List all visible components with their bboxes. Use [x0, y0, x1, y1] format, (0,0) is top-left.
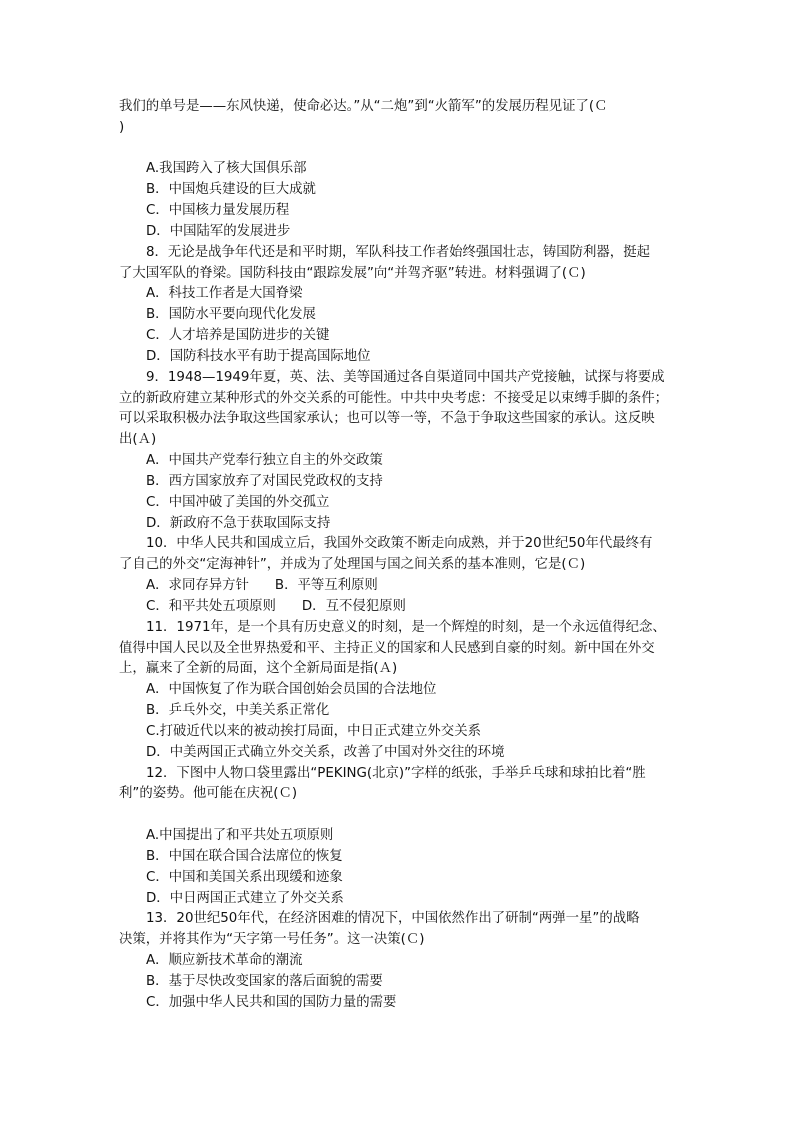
- q7-option-c: C．中国核力量发展历程: [146, 203, 290, 218]
- q12-option-a: A.中国提出了和平共处五项原则: [146, 828, 334, 843]
- q9-stem-line4: 出(Ａ): [119, 432, 157, 447]
- q13-option-a: A．顺应新技术革命的潮流: [146, 953, 303, 968]
- q7-intro-line1: 我们的单号是——东风快递，使命必达。”从“二炮”到“火箭军”的发展历程见证了(Ｃ: [119, 99, 608, 114]
- q11-option-d: D．中美两国正式确立外交关系，改善了中国对外交往的环境: [146, 745, 505, 760]
- q9-option-a: A．中国共产党奉行独立自主的外交政策: [146, 453, 383, 468]
- q11-option-b: B．乒乓外交，中美关系正常化: [146, 703, 330, 718]
- q13-option-b: B．基于尽快改变国家的落后面貌的需要: [146, 974, 383, 989]
- q11-stem-line3: 上，赢来了全新的局面，这个全新局面是指(Ａ): [119, 661, 398, 676]
- q13-stem-line2: 决策，并将其作为“天字第一号任务”。这一决策(Ｃ): [119, 932, 425, 947]
- q10-option-d: D．互不侵犯原则: [301, 599, 406, 614]
- q11-option-a: A．中国恢复了作为联合国创始会员国的合法地位: [146, 682, 437, 697]
- q9-option-c: C．中国冲破了美国的外交孤立: [146, 495, 330, 510]
- q7-option-d: D．中国陆军的发展进步: [146, 224, 291, 239]
- q13-stem-line1: 13．20世纪50年代，在经济困难的情况下，中国依然作出了研制“两弹一星”的战略: [146, 911, 640, 926]
- q9-stem-line1: 9．1948—1949年夏，英、法、美等国通过各自渠道同中国共产党接触，试探与将要成: [146, 370, 665, 385]
- q11-stem-line2: 值得中国人民以及全世界热爱和平、主持正义的国家和人民感到自豪的时刻。新中国在外交: [119, 641, 655, 656]
- q13-option-c: C．加强中华人民共和国的国防力量的需要: [146, 995, 397, 1010]
- q10-stem-line2: 了自己的外交“定海神针”，并成为了处理国与国之间关系的基本准则，它是(Ｃ): [119, 557, 586, 572]
- q8-stem-line2: 了大国军队的脊梁。国防科技由“跟踪发展”向“并驾齐驱”转进。材料强调了(Ｃ): [119, 266, 586, 281]
- q11-option-c: C.打破近代以来的被动挨打局面，中日正式建立外交关系: [146, 724, 481, 739]
- q7-option-b: B．中国炮兵建设的巨大成就: [146, 182, 316, 197]
- q10-stem-line1: 10．中华人民共和国成立后，我国外交政策不断走向成熟，并于20世纪50年代最终有: [146, 536, 653, 551]
- q7-intro-line2: ): [119, 120, 125, 135]
- q9-stem-line3: 可以采取积极办法争取这些国家承认；也可以等一等，不急于争取这些国家的承认。这反映: [119, 411, 655, 426]
- q12-stem-line1: 12．下图中人物口袋里露出“PEKING(北京)”字样的纸张，手举乒乓球和球拍比着“胜: [146, 766, 646, 781]
- q10-options-row1: [146, 578, 378, 594]
- q12-option-d: D．中日两国正式建立了外交关系: [146, 891, 344, 906]
- q8-option-c: C．人才培养是国防进步的关键: [146, 328, 330, 343]
- q7-option-a: A.我国跨入了核大国俱乐部: [146, 161, 307, 176]
- q8-option-a: A．科技工作者是大国脊梁: [146, 286, 303, 301]
- q12-stem-line2: 利”的姿势。他可能在庆祝(Ｃ): [119, 786, 298, 801]
- q10-options-row2: [146, 599, 406, 615]
- q10-option-a: A．求同存异方针: [146, 578, 249, 593]
- q9-stem-line2: 立的新政府建立某种形式的外交关系的可能性。中共中央考虑：不接受足以束缚手脚的条件；: [119, 391, 669, 406]
- q10-option-b: B．平等互利原则: [274, 578, 378, 593]
- q8-option-b: B．国防水平要向现代化发展: [146, 307, 316, 322]
- q10-option-c: C．和平共处五项原则: [146, 599, 276, 614]
- q8-option-d: D．国防科技水平有助于提高国际地位: [146, 349, 371, 364]
- q11-stem-line1: 11．1971年，是一个具有历史意义的时刻，是一个辉煌的时刻，是一个永远值得纪念、: [146, 620, 666, 635]
- q8-stem-line1: 8．无论是战争年代还是和平时期，军队科技工作者始终强国壮志，铸国防利器，挺起: [146, 245, 650, 260]
- q9-option-b: B．西方国家放弃了对国民党政权的支持: [146, 474, 383, 489]
- q9-option-d: D．新政府不急于获取国际支持: [146, 516, 331, 531]
- q12-option-b: B．中国在联合国合法席位的恢复: [146, 849, 343, 864]
- q12-option-c: C．中国和美国关系出现缓和迹象: [146, 870, 343, 885]
